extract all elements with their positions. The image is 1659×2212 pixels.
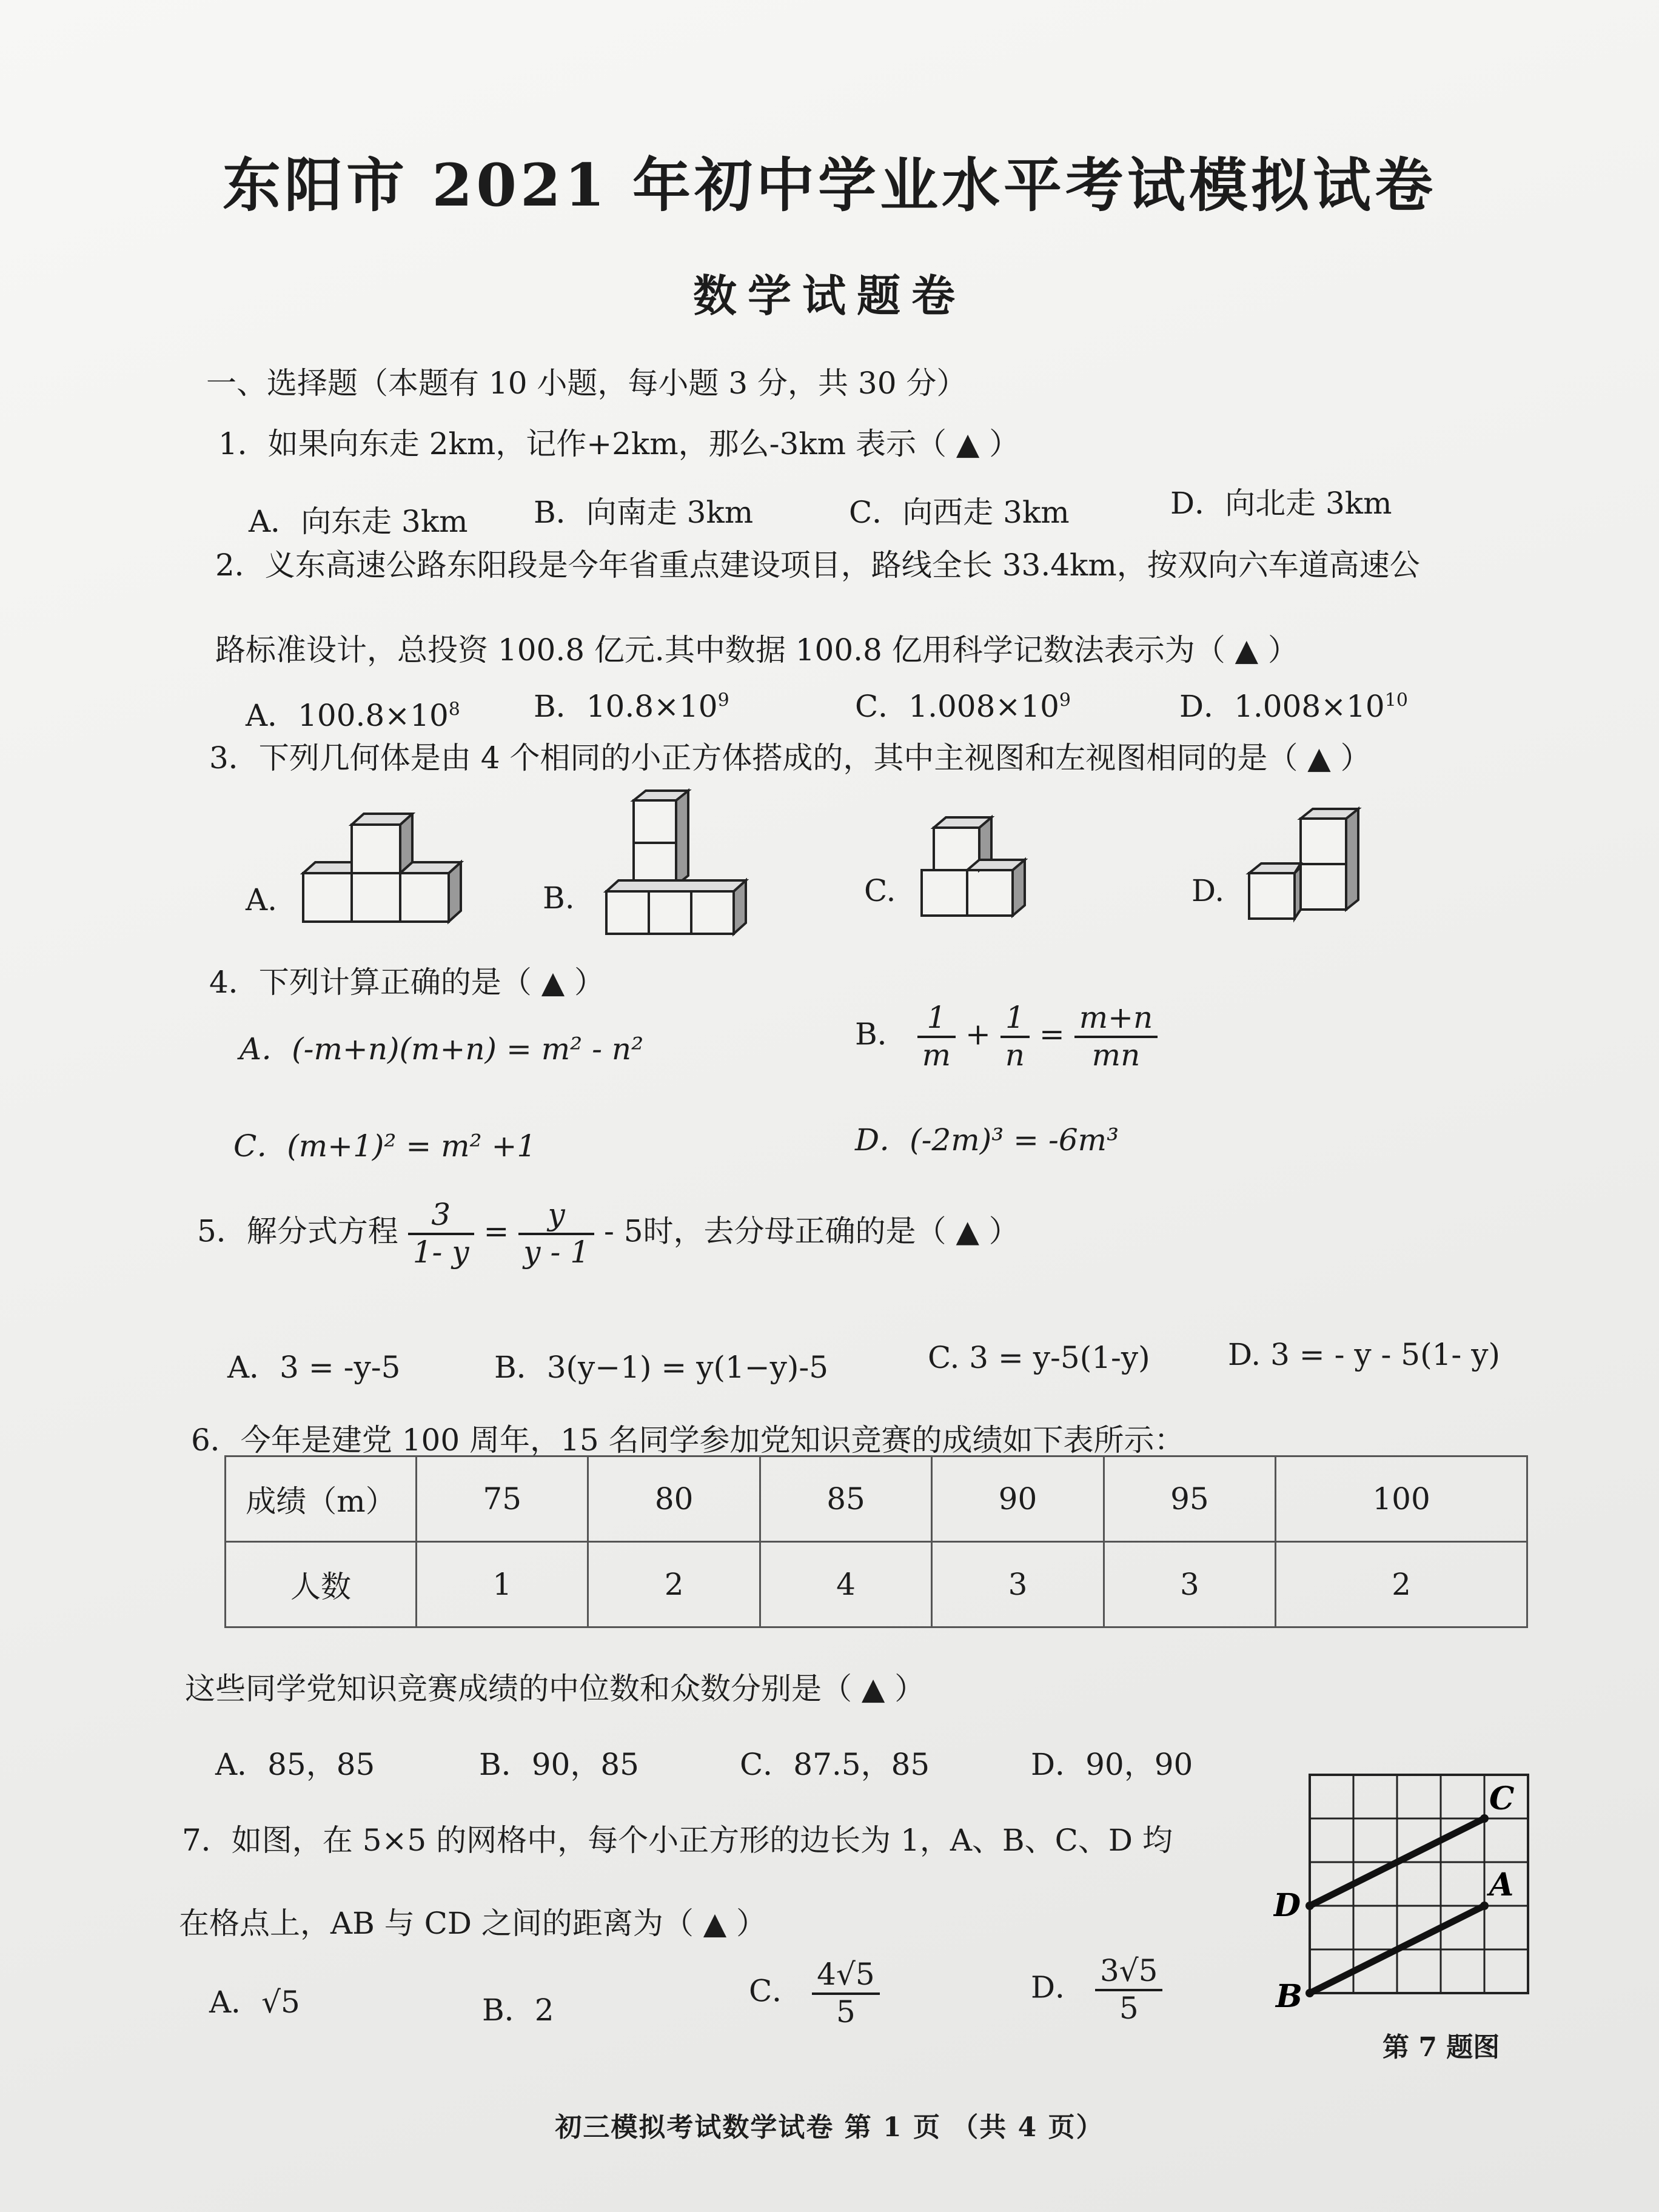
q4-option-b: B． $\frac{1}{m}$ + $\frac{1}{n}$ = $\frac{m+n}{mn}$ [855, 1000, 1158, 1073]
q2-option-c: C．$1.008\times 10^9$ [855, 689, 1071, 724]
q4-option-a: A．(-m+n)(m+n) = m² - n² [240, 1031, 644, 1067]
q5-option-b: B．3(y−1) = y(1−y)-5 [494, 1350, 829, 1385]
q6-stem: 6．今年是建党 100 周年，15 名同学参加党知识竞赛的成绩如下表所示： [191, 1423, 1185, 1458]
table-cell: 3 [1104, 1542, 1275, 1627]
page-footer: 初三模拟考试数学试卷 第 1 页 （共 4 页） [555, 2112, 1104, 2143]
q7-option-a: A．√5 [209, 1985, 300, 2020]
q6-question: 这些同学党知识竞赛成绩的中位数和众数分别是（ ▲ ） [185, 1671, 925, 1706]
q7-grid-figure [1273, 1765, 1552, 2019]
q5-option-d: D. 3 = - y - 5(1- y) [1228, 1337, 1500, 1372]
q4-option-c: C．(m+1)² = m² +1 [233, 1128, 537, 1164]
q7-option-b: B．2 [482, 1992, 554, 2028]
q1-option-d: D．向北走 3km [1170, 486, 1392, 521]
table-header-count: 人数 [226, 1542, 417, 1627]
table-cell: 2 [1276, 1542, 1527, 1627]
q6-option-a: A．85，85 [215, 1747, 375, 1782]
table-cell: 4 [760, 1542, 931, 1627]
q3-cubes-b [600, 788, 758, 946]
q1-option-c: C．向西走 3km [849, 495, 1070, 530]
q4-stem: 4．下列计算正确的是（ ▲ ） [209, 965, 605, 1000]
q1-option-b: B．向南走 3km [534, 495, 754, 530]
table-cell: 1 [417, 1542, 588, 1627]
point-label-a: A [1489, 1866, 1514, 1903]
q1-stem: 1．如果向东走 2km，记作+2km，那么-3km 表示（ ▲ ） [218, 426, 1020, 461]
q5-option-c: C. 3 = y-5(1-y) [928, 1340, 1150, 1375]
q6-option-d: D．90，90 [1031, 1747, 1193, 1782]
table-cell: 3 [932, 1542, 1104, 1627]
q5-option-a: A．3 = -y-5 [227, 1350, 401, 1385]
table-row-scores [226, 1456, 1527, 1542]
table-cell: 90 [932, 1456, 1104, 1542]
table-cell: 80 [588, 1456, 760, 1542]
q7-option-c: C． $\frac{4√5}{5}$ [749, 1957, 880, 2029]
table-cell: 75 [417, 1456, 588, 1542]
q2-option-b: B．$10.8\times 10^9$ [534, 689, 729, 724]
exam-subtitle: 数学试题卷 [692, 270, 966, 321]
q2-stem-line2: 路标准设计，总投资 100.8 亿元.其中数据 100.8 亿用科学记数法表示为（ ▲ ） [215, 632, 1298, 668]
exam-title: 东阳市 2021 年初中学业水平考试模拟试卷 [222, 151, 1437, 220]
q7-option-d: D． $\frac{3√5}{5}$ [1031, 1954, 1162, 2026]
table-cell: 2 [588, 1542, 760, 1627]
q2-option-d: D．$1.008\times 10^{10}$ [1179, 689, 1408, 724]
table-cell: 100 [1276, 1456, 1527, 1542]
q2-stem-line1: 2．义东高速公路东阳段是今年省重点建设项目，路线全长 33.4km，按双向六车道高速公 [215, 548, 1420, 583]
point-label-d: D [1273, 1887, 1301, 1924]
q3-label-b: B. [543, 880, 575, 916]
q1-option-a: A．向东走 3km [249, 504, 468, 539]
q3-cubes-a [291, 813, 473, 940]
q6-option-b: B．90，85 [479, 1747, 639, 1782]
q3-label-c: C. [864, 873, 896, 908]
table-cell: 85 [760, 1456, 931, 1542]
q3-cubes-c [910, 813, 1043, 928]
q5-stem: 5．解分式方程 $\frac{3}{1- y}$ = $\frac{y}{y - 1}$ - 5时，去分母正确的是（ ▲ ） [197, 1197, 1019, 1270]
q7-stem-line2: 在格点上，AB 与 CD 之间的距离为（ ▲ ） [179, 1906, 767, 1941]
score-table [224, 1455, 1528, 1628]
q3-cubes-d [1243, 806, 1389, 928]
q3-label-a: A. [246, 882, 278, 917]
q3-label-d: D. [1191, 873, 1225, 908]
q4-option-d: D．(-2m)³ = -6m³ [855, 1122, 1119, 1158]
point-label-b: B [1276, 1978, 1302, 2015]
table-header-score: 成绩（m） [226, 1456, 417, 1542]
q7-stem-line1: 7．如图，在 5×5 的网格中，每个小正方形的边长为 1，A、B、C、D 均 [182, 1823, 1173, 1858]
table-cell: 95 [1104, 1456, 1275, 1542]
section-heading: 一、选择题（本题有 10 小题，每小题 3 分，共 30 分） [206, 366, 967, 401]
point-label-c: C [1489, 1780, 1515, 1817]
q2-option-a: A．$100.8\times 10^8$ [246, 698, 460, 733]
q7-figure-caption: 第 7 题图 [1382, 2032, 1500, 2063]
table-row-counts [226, 1542, 1527, 1627]
q6-option-c: C．87.5，85 [740, 1747, 930, 1782]
q3-stem: 3．下列几何体是由 4 个相同的小正方体搭成的，其中主视图和左视图相同的是（ ▲ ） [209, 740, 1371, 776]
